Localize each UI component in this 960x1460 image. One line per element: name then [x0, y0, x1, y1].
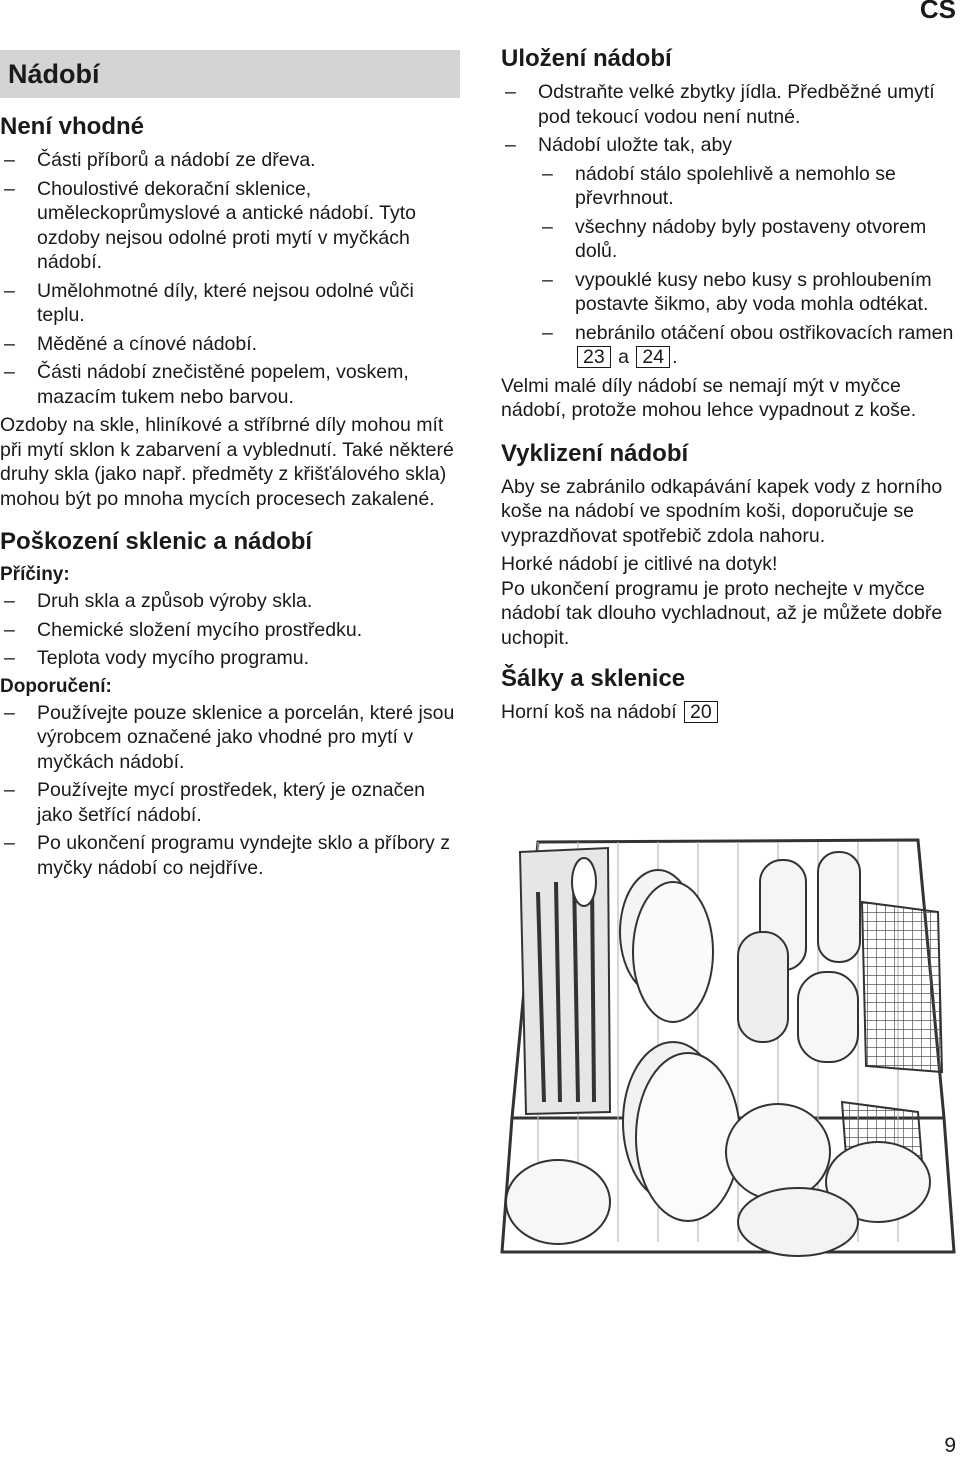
recommendations-heading: Doporučení:: [0, 675, 112, 697]
sub-list-item: – všechny nádoby byly postaveny otvorem dolů.: [538, 215, 956, 264]
list-item: – Odstraňte velké zbytky jídla. Předběžné umytí pod tekoucí vodou není nutné.: [501, 80, 956, 129]
list-item: – Používejte pouze sklenice a porcelán, které jsou výrobcem označené jako vhodné pro mytí v myčkách nádobí.: [0, 701, 460, 775]
basket-caption: [501, 700, 956, 725]
list-item: – Chemické složení mycího prostředku.: [0, 618, 460, 643]
list-item: – Choulostivé dekorační sklenice, uměleckoprůmyslové a antické nádobí. Tyto ozdoby nejsou odolné proti mytí v myčkách nádobí.: [0, 177, 460, 275]
page-number: 9: [944, 1434, 956, 1457]
damage-heading: Poškození sklenic a nádobí: [0, 528, 313, 555]
cups-heading: Šálky a sklenice: [501, 665, 686, 692]
list-item: – Teplota vody mycího programu.: [0, 646, 460, 671]
language-code: CS: [919, 0, 956, 24]
loading-heading: Uložení nádobí: [501, 45, 672, 72]
caption-text: Horní koš na nádobí: [501, 701, 677, 723]
recommendations-list: [0, 701, 460, 881]
list-item: – Části příborů a nádobí ze dřeva.: [0, 148, 460, 173]
unloading-heading: Vyklizení nádobí: [501, 439, 689, 467]
causes-list: [0, 589, 460, 671]
ref-box-spray-arm-23: 23: [577, 346, 611, 368]
list-item: – Používejte mycí prostředek, který je označen jako šetřící nádobí.: [0, 778, 460, 827]
hot-warning: Horké nádobí je citlivé na dotyk!: [501, 553, 778, 575]
glasses: [738, 852, 860, 1062]
list-item: [501, 133, 956, 370]
loading-list: [501, 80, 956, 370]
cutlery-tray: [520, 848, 610, 1114]
unloading-para-1: Aby se zabránilo odkapávání kapek vody z horního koše na nádobí ve spodním koši, doporučuje se vyprazdňovat spotřebič zdola nahoru.: [501, 475, 943, 547]
section-title: Nádobí: [0, 50, 460, 98]
loading-sublist: [538, 162, 956, 370]
list-item: – Části nádobí znečistěné popelem, voskem, mazacím tukem nebo barvou.: [0, 360, 460, 409]
left-column: [0, 50, 460, 884]
sub-list-item: – vypouklé kusy nebo kusy s prohloubením postavte šikmo, aby voda mohla odtékat.: [538, 268, 956, 317]
ref-box-spray-arm-24: 24: [636, 346, 670, 368]
conjunction: a: [618, 346, 629, 368]
causes-heading: Příčiny:: [0, 564, 70, 585]
sub-list-item: [538, 321, 956, 370]
upper-basket-illustration: [498, 822, 956, 1260]
list-item: – Po ukončení programu vyndejte sklo a příbory z myčky nádobí co nejdříve.: [0, 831, 460, 880]
right-column: [501, 44, 956, 729]
plates: [620, 870, 740, 1221]
list-item: – Umělohmotné díly, které nejsou odolné vůči teplu.: [0, 279, 460, 328]
list-item: – Druh skla a způsob výroby skla.: [0, 589, 460, 614]
list-item-text: Nádobí uložte tak, aby: [538, 134, 733, 156]
sub-list-item: – nádobí stálo spolehlivě a nemohlo se převrhnout.: [538, 162, 956, 211]
list-item: – Měděné a cínové nádobí.: [0, 332, 460, 357]
ref-box-basket-20: 20: [684, 701, 718, 723]
unloading-para-3: Po ukončení programu je proto nechejte v myčce nádobí tak dlouho vychladnout, až je můžete dobře uchopit.: [501, 577, 943, 649]
decoration-note: Ozdoby na skle, hliníkové a stříbrné díly mohou mít při mytí sklon k zabarvení a vyblednutí. Také některé druhy skla (jako např. předměty z křišťálového skla) mohou být po mnoha mycích procesech zakalené.: [0, 414, 454, 510]
period: .: [672, 346, 678, 368]
not-suitable-heading: Není vhodné: [0, 113, 145, 140]
not-suitable-list: [0, 148, 460, 409]
sub-list-item-text: nebránilo otáčení obou ostřikovacích ramen: [575, 321, 954, 344]
small-parts-note: Velmi malé díly nádobí se nemají mýt v myčce nádobí, protože mohou lehce vypadnout z koše.: [501, 374, 917, 421]
